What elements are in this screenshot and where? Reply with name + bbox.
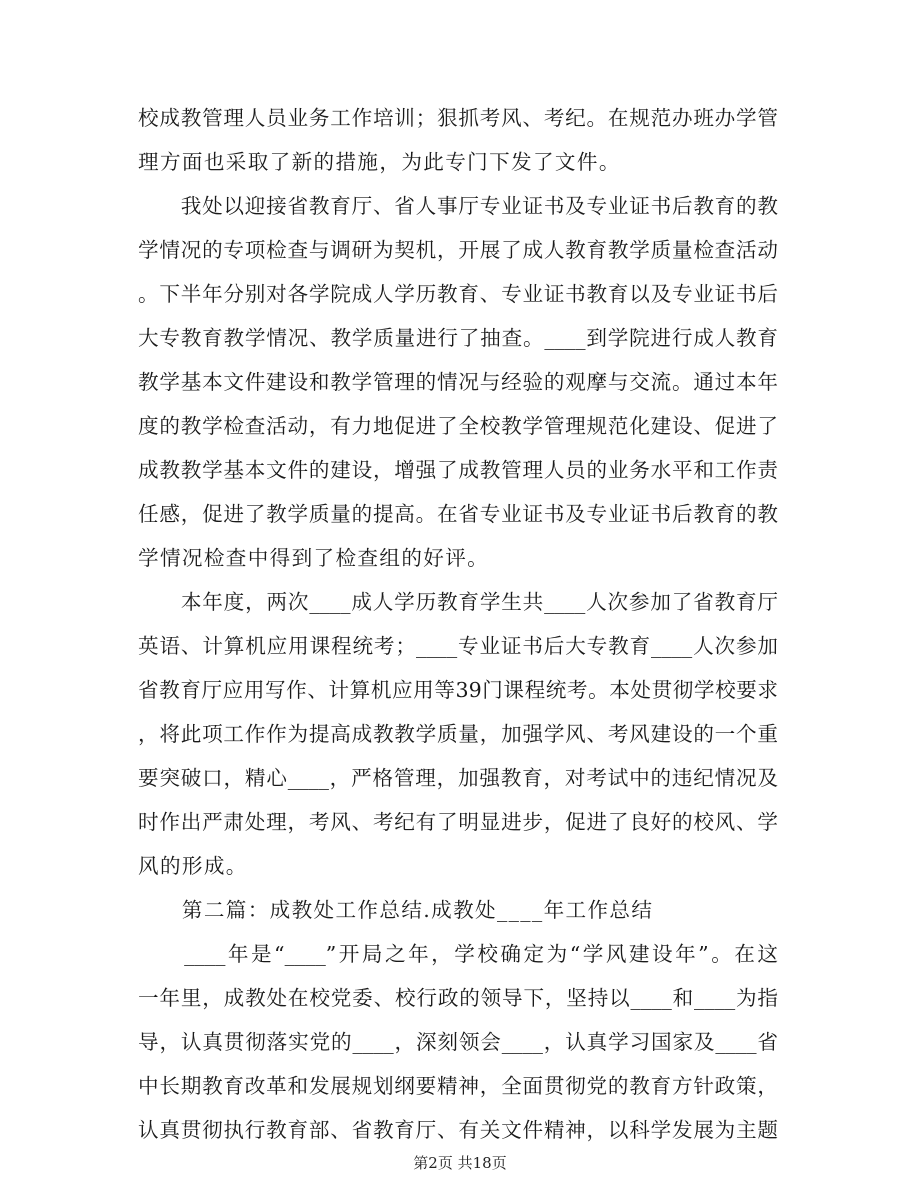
text-line: 要突破口，精心____，严格管理，加强教育，对考试中的违纪情况及: [138, 766, 778, 790]
text-line: 成教教学基本文件的建设，增强了成教管理人员的业务水平和工作责: [138, 458, 778, 482]
text-line: 时作出严肃处理，考风、考纪有了明显进步，促进了良好的校风、学: [138, 810, 778, 834]
text-line: 大专教育教学情况、教学质量进行了抽查。____到学院进行成人教育: [138, 326, 778, 350]
text-line: 导，认真贯彻落实党的____，深刻领会____，认真学习国家及____省: [138, 1030, 778, 1054]
page-number: 第2页 共18页: [413, 1154, 507, 1172]
text-line: 中长期教育改革和发展规划纲要精神，全面贯彻党的教育方针政策，: [138, 1074, 778, 1098]
text-line: 校成教管理人员业务工作培训；狠抓考风、考纪。在规范办班办学管: [138, 106, 778, 130]
text-line: ____年是“____”开局之年，学校确定为“学风建设年”。在这: [138, 942, 778, 966]
text-line: 理方面也采取了新的措施，为此专门下发了文件。: [138, 150, 621, 174]
text-line: ，将此项工作作为提高成教教学质量，加强学风、考风建设的一个重: [138, 722, 778, 746]
text-line: 认真贯彻执行教育部、省教育厅、有关文件精神，以科学发展为主题: [138, 1118, 778, 1142]
text-line: 。下半年分别对各学院成人学历教育、专业证书教育以及专业证书后: [138, 282, 778, 306]
text-line: 一年里，成教处在校党委、校行政的领导下，坚持以____和____为指: [138, 986, 778, 1010]
text-line: 风的形成。: [138, 854, 248, 878]
text-line: 省教育厅应用写作、计算机应用等39门课程统考。本处贯彻学校要求: [138, 678, 778, 702]
text-line: 本年度，两次____成人学历教育学生共____人次参加了省教育厅: [138, 590, 778, 614]
text-line: 学情况检查中得到了检查组的好评。: [138, 546, 490, 570]
text-line: 学情况的专项检查与调研为契机，开展了成人教育教学质量检查活动: [138, 238, 778, 262]
text-line: 英语、计算机应用课程统考；____专业证书后大专教育____人次参加: [138, 634, 778, 658]
section-heading: 第二篇：成教处工作总结.成教处____年工作总结: [138, 898, 654, 922]
text-line: 度的教学检查活动，有力地促进了全校教学管理规范化建设、促进了: [138, 414, 778, 438]
text-line: 我处以迎接省教育厅、省人事厅专业证书及专业证书后教育的教: [138, 194, 778, 218]
text-line: 任感，促进了教学质量的提高。在省专业证书及专业证书后教育的教: [138, 502, 778, 526]
text-line: 教学基本文件建设和教学管理的情况与经验的观摩与交流。通过本年: [138, 370, 778, 394]
